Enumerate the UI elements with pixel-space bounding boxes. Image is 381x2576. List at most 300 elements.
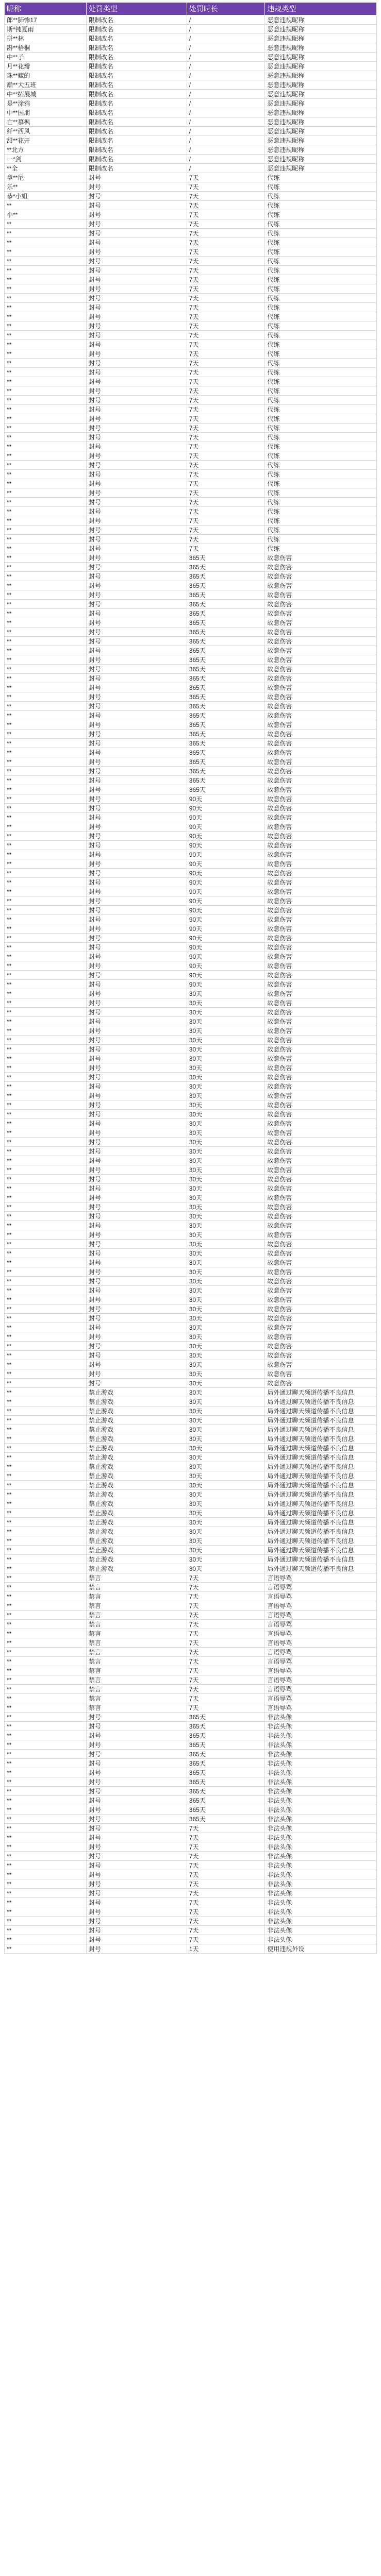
cell-nickname: **	[5, 915, 87, 924]
cell-punishment-duration: 30天	[187, 1490, 265, 1499]
cell-punishment-type: 禁止游戏	[86, 1462, 187, 1471]
cell-violation-type: 故意伤害	[265, 711, 377, 720]
table-row	[5, 804, 377, 813]
cell-punishment-duration: 7天	[187, 1583, 265, 1592]
table-row	[5, 943, 377, 952]
cell-punishment-duration: 365天	[187, 1713, 265, 1722]
cell-punishment-type: 封号	[86, 665, 187, 674]
cell-punishment-duration: 7天	[187, 340, 265, 349]
cell-punishment-type: 限制改名	[86, 108, 187, 117]
cell-punishment-duration: 30天	[187, 998, 265, 1008]
cell-nickname: **	[5, 1815, 87, 1824]
cell-violation-type: 故意伤害	[265, 1221, 377, 1230]
table-row	[5, 563, 377, 572]
cell-punishment-duration: 7天	[187, 1852, 265, 1861]
cell-punishment-type: 封号	[86, 989, 187, 998]
cell-violation-type: 故意伤害	[265, 878, 377, 887]
cell-violation-type: 代练	[265, 405, 377, 414]
cell-nickname: 拼**林	[5, 34, 87, 43]
cell-punishment-type: 封号	[86, 832, 187, 841]
cell-punishment-type: 封号	[86, 1286, 187, 1295]
cell-punishment-type: 禁言	[86, 1573, 187, 1583]
cell-violation-type: 非法头像	[265, 1898, 377, 1907]
cell-punishment-type: 封号	[86, 1722, 187, 1731]
table-row	[5, 757, 377, 767]
cell-violation-type: 恶意违规昵称	[265, 62, 377, 71]
cell-punishment-duration: 7天	[187, 1601, 265, 1611]
cell-nickname: **	[5, 813, 87, 822]
cell-nickname: 斯*钝夏雨	[5, 25, 87, 34]
cell-nickname: **	[5, 1314, 87, 1323]
cell-nickname: **	[5, 1379, 87, 1388]
cell-nickname: **	[5, 442, 87, 451]
cell-nickname: **	[5, 1036, 87, 1045]
cell-punishment-type: 封号	[86, 1295, 187, 1304]
cell-punishment-duration: 365天	[187, 1815, 265, 1824]
table-row	[5, 1017, 377, 1026]
cell-punishment-type: 封号	[86, 349, 187, 359]
cell-nickname: **	[5, 1555, 87, 1564]
cell-punishment-type: 封号	[86, 1917, 187, 1926]
cell-violation-type: 代练	[265, 275, 377, 284]
cell-punishment-duration: 90天	[187, 971, 265, 980]
cell-nickname: **	[5, 386, 87, 396]
cell-violation-type: 局外通过聊天频道传播不良信息	[265, 1471, 377, 1481]
table-row	[5, 896, 377, 906]
cell-nickname: **	[5, 757, 87, 767]
cell-nickname: **	[5, 1119, 87, 1128]
cell-punishment-type: 限制改名	[86, 25, 187, 34]
table-row	[5, 1777, 377, 1787]
cell-violation-type: 代练	[265, 396, 377, 405]
cell-punishment-duration: 30天	[187, 1453, 265, 1462]
cell-punishment-type: 禁言	[86, 1629, 187, 1638]
table-row	[5, 1499, 377, 1509]
table-row	[5, 859, 377, 869]
cell-punishment-duration: 365天	[187, 702, 265, 711]
cell-violation-type: 故意伤害	[265, 776, 377, 785]
cell-violation-type: 故意伤害	[265, 971, 377, 980]
cell-nickname: **	[5, 1861, 87, 1870]
cell-punishment-type: 封号	[86, 1898, 187, 1907]
cell-punishment-duration: 365天	[187, 739, 265, 748]
table-row	[5, 1388, 377, 1397]
table-row	[5, 396, 377, 405]
cell-punishment-type: 封号	[86, 1852, 187, 1861]
cell-violation-type: 代练	[265, 294, 377, 303]
cell-punishment-type: 封号	[86, 859, 187, 869]
cell-violation-type: 代练	[265, 442, 377, 451]
cell-violation-type: 故意伤害	[265, 1314, 377, 1323]
cell-punishment-duration: 365天	[187, 767, 265, 776]
cell-punishment-duration: 7天	[187, 1611, 265, 1620]
cell-punishment-type: 禁言	[86, 1675, 187, 1685]
cell-punishment-duration: 30天	[187, 1036, 265, 1045]
table-row	[5, 1444, 377, 1453]
cell-punishment-type: 封号	[86, 702, 187, 711]
cell-violation-type: 恶意违规昵称	[265, 80, 377, 90]
cell-punishment-duration: 365天	[187, 711, 265, 720]
table-row	[5, 1675, 377, 1685]
cell-nickname: **	[5, 414, 87, 423]
cell-nickname: **	[5, 1434, 87, 1444]
cell-punishment-type: 封号	[86, 1351, 187, 1360]
cell-violation-type: 故意伤害	[265, 841, 377, 850]
cell-punishment-type: 禁止游戏	[86, 1527, 187, 1536]
cell-punishment-duration: 30天	[187, 1462, 265, 1471]
table-row	[5, 822, 377, 832]
table-row	[5, 637, 377, 646]
cell-nickname: **	[5, 924, 87, 934]
cell-violation-type: 局外通过聊天频道传播不良信息	[265, 1527, 377, 1536]
cell-nickname: **	[5, 887, 87, 896]
cell-punishment-duration: 365天	[187, 785, 265, 794]
cell-nickname: **	[5, 1175, 87, 1184]
cell-punishment-duration: 30天	[187, 1156, 265, 1165]
cell-nickname: 恭*小姐	[5, 192, 87, 201]
cell-nickname: **	[5, 349, 87, 359]
cell-punishment-type: 禁止游戏	[86, 1425, 187, 1434]
cell-violation-type: 故意伤害	[265, 850, 377, 859]
cell-punishment-type: 封号	[86, 451, 187, 461]
cell-violation-type: 代练	[265, 359, 377, 368]
cell-punishment-type: 封号	[86, 794, 187, 804]
cell-violation-type: 代练	[265, 451, 377, 461]
cell-punishment-type: 封号	[86, 1138, 187, 1147]
cell-nickname: **	[5, 896, 87, 906]
cell-punishment-type: 封号	[86, 1267, 187, 1277]
table-row	[5, 1360, 377, 1369]
table-row	[5, 1546, 377, 1555]
cell-violation-type: 非法头像	[265, 1750, 377, 1759]
cell-punishment-type: 封号	[86, 730, 187, 739]
cell-nickname: **	[5, 1249, 87, 1258]
cell-nickname: 郎**肺惨17	[5, 15, 87, 25]
cell-violation-type: 局外通过聊天频道传播不良信息	[265, 1555, 377, 1564]
cell-violation-type: 故意伤害	[265, 600, 377, 609]
table-row	[5, 359, 377, 368]
cell-punishment-duration: 30天	[187, 1425, 265, 1434]
cell-nickname: **	[5, 1824, 87, 1833]
table-row	[5, 1861, 377, 1870]
table-row	[5, 1008, 377, 1017]
table-row	[5, 1666, 377, 1675]
cell-violation-type: 代练	[265, 192, 377, 201]
cell-punishment-duration: 7天	[187, 442, 265, 451]
cell-nickname: **	[5, 219, 87, 229]
cell-punishment-type: 封号	[86, 1165, 187, 1175]
cell-nickname: **	[5, 1750, 87, 1759]
cell-violation-type: 代练	[265, 526, 377, 535]
cell-violation-type: 故意伤害	[265, 887, 377, 896]
cell-punishment-duration: 365天	[187, 1777, 265, 1787]
cell-punishment-duration: 30天	[187, 1147, 265, 1156]
cell-nickname: **	[5, 1425, 87, 1434]
cell-punishment-duration: /	[187, 34, 265, 43]
cell-nickname: **	[5, 841, 87, 850]
cell-violation-type: 言语辱骂	[265, 1703, 377, 1713]
cell-violation-type: 非法头像	[265, 1917, 377, 1926]
cell-punishment-duration: 365天	[187, 646, 265, 655]
table-row	[5, 572, 377, 581]
cell-nickname: **	[5, 1100, 87, 1110]
cell-nickname: **	[5, 581, 87, 590]
cell-violation-type: 故意伤害	[265, 730, 377, 739]
cell-nickname: 甜**花开	[5, 136, 87, 145]
cell-punishment-type: 封号	[86, 646, 187, 655]
cell-nickname: **	[5, 1620, 87, 1629]
cell-punishment-duration: 30天	[187, 1555, 265, 1564]
cell-nickname: **	[5, 433, 87, 442]
cell-punishment-type: 封号	[86, 331, 187, 340]
cell-violation-type: 故意伤害	[265, 609, 377, 618]
cell-nickname: **	[5, 1212, 87, 1221]
cell-punishment-type: 封号	[86, 1082, 187, 1091]
cell-nickname: **	[5, 794, 87, 804]
cell-violation-type: 代练	[265, 238, 377, 247]
cell-nickname: **	[5, 526, 87, 535]
cell-violation-type: 故意伤害	[265, 952, 377, 961]
cell-nickname: **	[5, 1342, 87, 1351]
table-row	[5, 1935, 377, 1944]
cell-nickname: **	[5, 1629, 87, 1638]
cell-violation-type: 代练	[265, 414, 377, 423]
cell-violation-type: 故意伤害	[265, 1360, 377, 1369]
cell-punishment-duration: 30天	[187, 1119, 265, 1128]
cell-nickname: **	[5, 776, 87, 785]
cell-violation-type: 故意伤害	[265, 1258, 377, 1267]
header-violation-type: 违规类型	[265, 3, 377, 15]
cell-punishment-type: 封号	[86, 720, 187, 730]
cell-punishment-duration: 7天	[187, 1685, 265, 1694]
cell-punishment-duration: 7天	[187, 433, 265, 442]
cell-violation-type: 故意伤害	[265, 1342, 377, 1351]
cell-nickname: 纤**西风	[5, 127, 87, 136]
cell-punishment-type: 封号	[86, 1026, 187, 1036]
cell-nickname: 月**花瓣	[5, 62, 87, 71]
cell-nickname: **	[5, 628, 87, 637]
cell-punishment-type: 封号	[86, 850, 187, 859]
table-row	[5, 1184, 377, 1193]
table-row	[5, 201, 377, 210]
cell-punishment-duration: 365天	[187, 618, 265, 628]
cell-nickname: 珠**藏的	[5, 71, 87, 80]
cell-punishment-duration: 365天	[187, 572, 265, 581]
cell-nickname: **	[5, 461, 87, 470]
table-row	[5, 62, 377, 71]
cell-punishment-type: 封号	[86, 934, 187, 943]
cell-violation-type: 故意伤害	[265, 628, 377, 637]
cell-violation-type: 故意伤害	[265, 896, 377, 906]
table-row	[5, 229, 377, 238]
cell-violation-type: 故意伤害	[265, 1193, 377, 1202]
table-row	[5, 1768, 377, 1777]
table-row	[5, 1870, 377, 1879]
cell-violation-type: 局外通过聊天频道传播不良信息	[265, 1453, 377, 1462]
table-row	[5, 915, 377, 924]
cell-nickname: **	[5, 1573, 87, 1583]
cell-violation-type: 恶意违规昵称	[265, 136, 377, 145]
cell-violation-type: 代练	[265, 219, 377, 229]
cell-punishment-type: 封号	[86, 581, 187, 590]
table-row	[5, 998, 377, 1008]
cell-nickname: **	[5, 618, 87, 628]
table-row	[5, 1054, 377, 1063]
cell-nickname: **	[5, 1444, 87, 1453]
cell-punishment-type: 禁言	[86, 1620, 187, 1629]
cell-punishment-type: 封号	[86, 804, 187, 813]
table-row	[5, 1063, 377, 1073]
cell-punishment-type: 封号	[86, 1369, 187, 1379]
cell-violation-type: 言语辱骂	[265, 1592, 377, 1601]
cell-nickname: **	[5, 702, 87, 711]
cell-punishment-duration: 30天	[187, 1388, 265, 1397]
cell-punishment-type: 封号	[86, 739, 187, 748]
cell-violation-type: 局外通过聊天频道传播不良信息	[265, 1406, 377, 1416]
table-row	[5, 1406, 377, 1416]
cell-punishment-type: 封号	[86, 229, 187, 238]
cell-violation-type: 故意伤害	[265, 665, 377, 674]
table-row	[5, 1657, 377, 1666]
cell-nickname: **	[5, 692, 87, 702]
table-row	[5, 266, 377, 275]
cell-punishment-duration: 7天	[187, 498, 265, 507]
cell-punishment-duration: 90天	[187, 980, 265, 989]
table-row	[5, 43, 377, 53]
cell-punishment-type: 封号	[86, 553, 187, 563]
table-row	[5, 1833, 377, 1842]
cell-nickname: **	[5, 1879, 87, 1889]
cell-punishment-duration: 365天	[187, 637, 265, 646]
cell-punishment-type: 封号	[86, 498, 187, 507]
table-row	[5, 544, 377, 553]
cell-punishment-duration: 7天	[187, 173, 265, 182]
table-row	[5, 1434, 377, 1444]
cell-punishment-duration: 30天	[187, 1434, 265, 1444]
cell-violation-type: 故意伤害	[265, 1202, 377, 1212]
cell-punishment-duration: 30天	[187, 989, 265, 998]
cell-nickname: **	[5, 1202, 87, 1212]
cell-violation-type: 局外通过聊天频道传播不良信息	[265, 1388, 377, 1397]
cell-nickname: **	[5, 312, 87, 321]
cell-nickname: **	[5, 1138, 87, 1147]
cell-punishment-type: 封号	[86, 1036, 187, 1045]
cell-violation-type: 恶意违规昵称	[265, 15, 377, 25]
cell-punishment-duration: 7天	[187, 1675, 265, 1685]
cell-punishment-type: 封号	[86, 1935, 187, 1944]
table-row	[5, 618, 377, 628]
table-row	[5, 1685, 377, 1694]
table-row	[5, 581, 377, 590]
cell-punishment-duration: 7天	[187, 386, 265, 396]
cell-violation-type: 非法头像	[265, 1722, 377, 1731]
cell-nickname: **	[5, 1833, 87, 1842]
table-row	[5, 776, 377, 785]
table-row	[5, 794, 377, 804]
cell-punishment-duration: 365天	[187, 1722, 265, 1731]
cell-punishment-type: 封号	[86, 1110, 187, 1119]
cell-violation-type: 故意伤害	[265, 646, 377, 655]
cell-punishment-type: 封号	[86, 1759, 187, 1768]
cell-punishment-type: 封号	[86, 1777, 187, 1787]
cell-violation-type: 故意伤害	[265, 767, 377, 776]
cell-nickname: **	[5, 1304, 87, 1314]
table-row	[5, 1304, 377, 1314]
cell-nickname: **	[5, 507, 87, 516]
cell-nickname: **	[5, 832, 87, 841]
cell-punishment-duration: 30天	[187, 1444, 265, 1453]
cell-punishment-duration: /	[187, 108, 265, 117]
table-row	[5, 294, 377, 303]
cell-punishment-type: 封号	[86, 563, 187, 572]
cell-punishment-duration: 30天	[187, 1138, 265, 1147]
table-row	[5, 785, 377, 794]
cell-punishment-duration: 30天	[187, 1286, 265, 1295]
cell-nickname: **	[5, 878, 87, 887]
cell-punishment-duration: 30天	[187, 1082, 265, 1091]
cell-punishment-type: 封号	[86, 1314, 187, 1323]
cell-punishment-type: 封号	[86, 1045, 187, 1054]
cell-violation-type: 故意伤害	[265, 1063, 377, 1073]
cell-punishment-type: 限制改名	[86, 34, 187, 43]
table-row	[5, 349, 377, 359]
cell-violation-type: 非法头像	[265, 1787, 377, 1796]
cell-punishment-type: 封号	[86, 1815, 187, 1824]
cell-punishment-duration: 30天	[187, 1499, 265, 1509]
cell-punishment-duration: 365天	[187, 581, 265, 590]
cell-nickname: **	[5, 1240, 87, 1249]
cell-punishment-duration: /	[187, 53, 265, 62]
cell-violation-type: 故意伤害	[265, 748, 377, 757]
cell-punishment-duration: 30天	[187, 1267, 265, 1277]
table-row	[5, 405, 377, 414]
cell-punishment-type: 封号	[86, 1833, 187, 1842]
cell-violation-type: 言语辱骂	[265, 1620, 377, 1629]
cell-punishment-type: 封号	[86, 628, 187, 637]
cell-violation-type: 故意伤害	[265, 1323, 377, 1332]
table-row	[5, 1240, 377, 1249]
cell-violation-type: 代练	[265, 173, 377, 182]
cell-nickname: **	[5, 359, 87, 368]
cell-nickname: **	[5, 952, 87, 961]
cell-punishment-type: 封号	[86, 173, 187, 182]
cell-punishment-type: 封号	[86, 998, 187, 1008]
table-row	[5, 961, 377, 971]
cell-nickname: **	[5, 1611, 87, 1620]
table-row	[5, 1147, 377, 1156]
cell-punishment-type: 封号	[86, 869, 187, 878]
cell-punishment-type: 封号	[86, 544, 187, 553]
cell-punishment-duration: 7天	[187, 396, 265, 405]
cell-violation-type: 故意伤害	[265, 1110, 377, 1119]
cell-violation-type: 恶意违规昵称	[265, 117, 377, 127]
cell-nickname: **	[5, 1722, 87, 1731]
cell-violation-type: 代练	[265, 182, 377, 192]
cell-nickname: **	[5, 377, 87, 386]
table-row	[5, 1759, 377, 1768]
cell-nickname: **	[5, 1258, 87, 1267]
cell-violation-type: 非法头像	[265, 1796, 377, 1805]
cell-punishment-duration: 90天	[187, 794, 265, 804]
cell-punishment-type: 封号	[86, 396, 187, 405]
cell-nickname: **	[5, 906, 87, 915]
table-row	[5, 1898, 377, 1907]
table-row	[5, 1100, 377, 1110]
cell-violation-type: 故意伤害	[265, 674, 377, 683]
table-row	[5, 1536, 377, 1546]
cell-violation-type: 故意伤害	[265, 1100, 377, 1110]
table-row	[5, 989, 377, 998]
